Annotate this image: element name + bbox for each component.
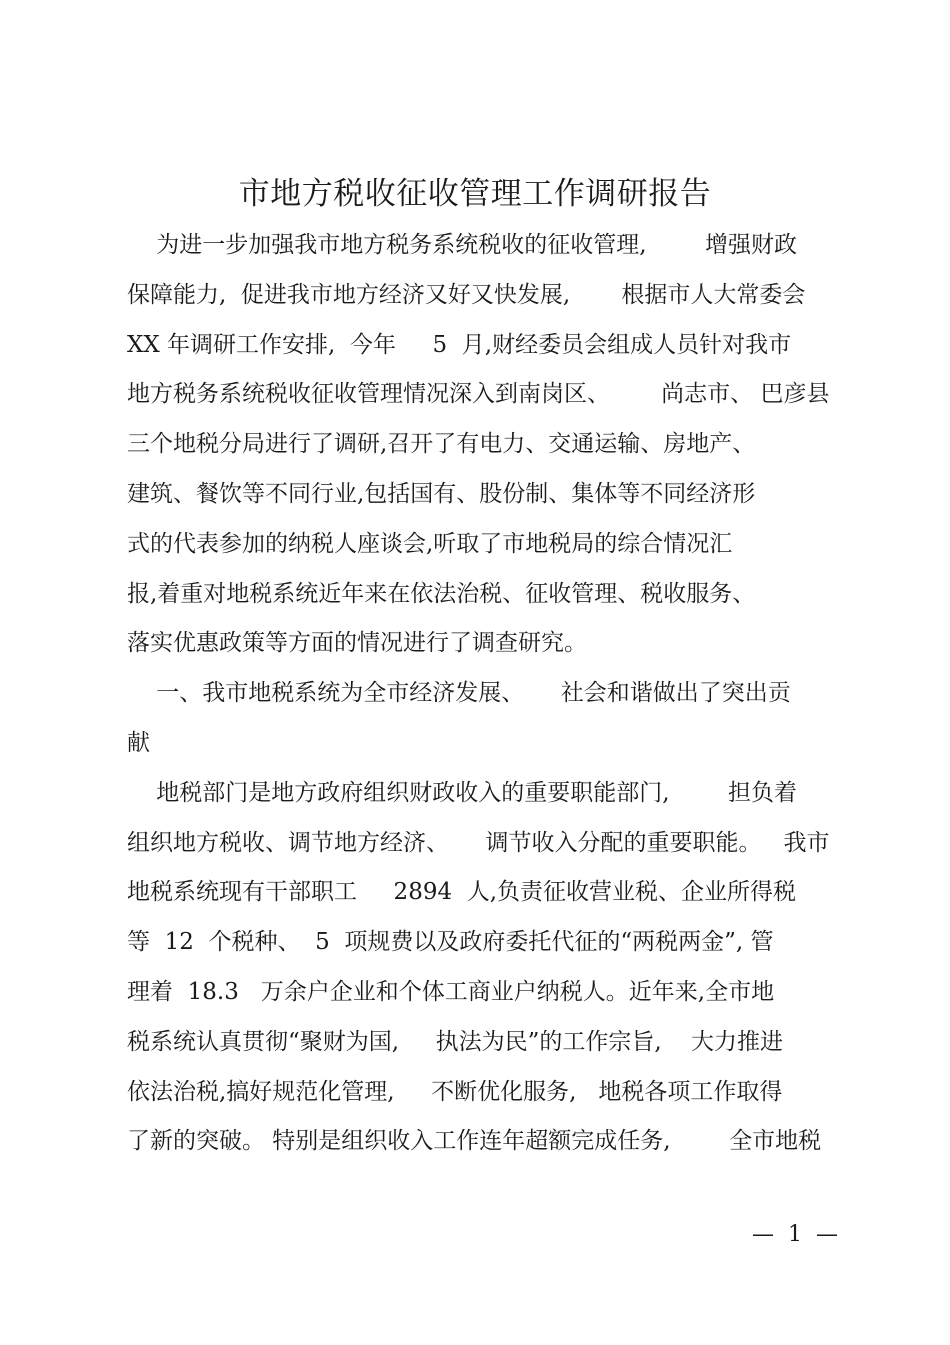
paragraph-line: XX 年调研工作安排, 今年 5 月,财经委员会组成人员针对我市	[127, 332, 792, 358]
paragraph-line: 税系统认真贯彻“聚财为国, 执法为民”的工作宗旨, 大力推进	[127, 1029, 783, 1055]
paragraph-line: 地税部门是地方政府组织财政收入的重要职能部门, 担负着	[127, 780, 798, 806]
paragraph-line: 地方税务系统税收征收管理情况深入到南岗区、 尚志市、 巴彦县	[127, 381, 830, 407]
paragraph-line: 等 12 个税种、 5 项规费以及政府委托代征的“两税两金”, 管	[127, 929, 774, 955]
paragraph-line: 落实优惠政策等方面的情况进行了调查研究。	[127, 630, 587, 656]
paragraph-line: 理着 18.3 万余户企业和个体工商业户纳税人。近年来,全市地	[127, 979, 775, 1005]
paragraph-line: 为进一步加强我市地方税务系统税收的征收管理, 增强财政	[127, 232, 798, 258]
paragraph-line: 三个地税分局进行了调研,召开了有电力、交通运输、房地产、	[127, 431, 756, 457]
paragraph-line: 了新的突破。 特别是组织收入工作连年超额完成任务, 全市地税	[127, 1128, 822, 1154]
page-number: — 1 —	[752, 1222, 838, 1247]
paragraph-line: 建筑、餐饮等不同行业,包括国有、股份制、集体等不同经济形	[127, 481, 756, 507]
section-heading-line: 献	[127, 730, 150, 756]
paragraph-line: 组织地方税收、调节地方经济、 调节收入分配的重要职能。 我市	[127, 830, 830, 856]
paragraph-line: 报,着重对地税系统近年来在依法治税、征收管理、税收服务、	[127, 581, 756, 607]
paragraph-line: 式的代表参加的纳税人座谈会,听取了市地税局的综合情况汇	[127, 531, 733, 557]
paragraph-line: 依法治税,搞好规范化管理, 不断优化服务, 地税各项工作取得	[127, 1079, 783, 1105]
section-heading-line: 一、我市地税系统为全市经济发展、 社会和谐做出了突出贡	[127, 680, 791, 706]
paragraph-line: 地税系统现有干部职工 2894 人,负责征收营业税、企业所得税	[127, 879, 797, 905]
paragraph-line: 保障能力, 促进我市地方经济又好又快发展, 根据市人大常委会	[127, 282, 806, 308]
document-title: 市地方税收征收管理工作调研报告	[238, 176, 712, 212]
